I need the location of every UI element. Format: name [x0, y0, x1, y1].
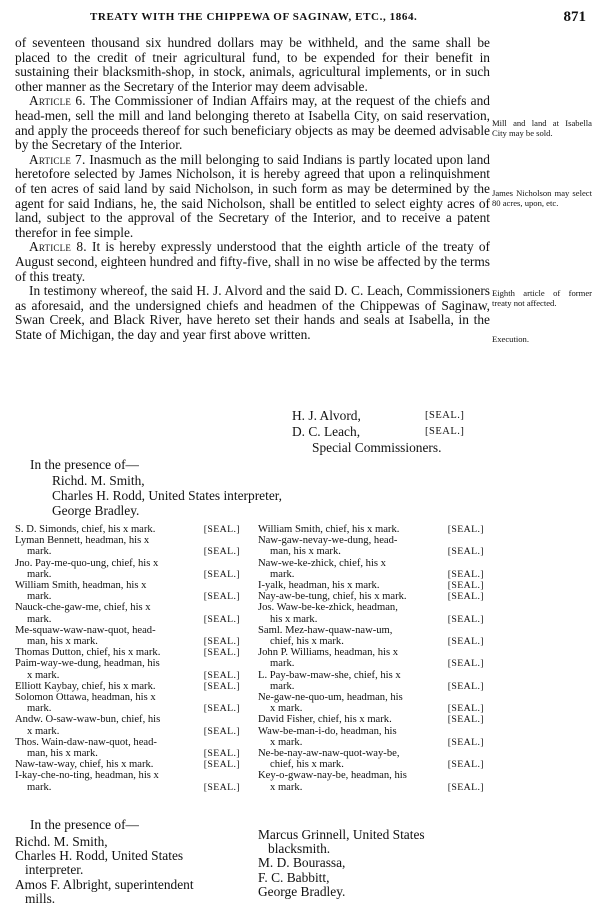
signer-name: Jno. Pay-me-quo-ung, chief, his x	[15, 557, 159, 569]
seal-mark: [SEAL.]	[447, 658, 484, 670]
signer-entry	[258, 602, 484, 624]
signer-name-continued: x mark.	[270, 703, 303, 715]
signer-name: S. D. Simonds, chief, his x mark.	[15, 524, 156, 535]
seal-mark: [SEAL.]	[447, 524, 484, 535]
signer-name-continued: mark.	[270, 658, 295, 670]
witness-name: George Bradley.	[258, 883, 346, 899]
witness-bradley: George Bradley.	[52, 503, 140, 518]
seal-mark: [SEAL.]	[203, 636, 240, 648]
signer-entry	[258, 591, 484, 602]
witness-name: Marcus Grinnell, United States	[258, 827, 425, 842]
signer-name-continued: mark.	[27, 703, 52, 715]
seal-mark: [SEAL.]	[203, 524, 240, 535]
page-number: 871	[563, 9, 586, 25]
signer-name: I-kay-che-no-ting, headman, his x	[15, 770, 159, 782]
witness-entry	[258, 828, 498, 856]
commissioner-leach: D. C. Leach,	[292, 424, 361, 439]
running-title: TREATY WITH THE CHIPPEWA OF SAGINAW, ETC., 1864.	[90, 11, 418, 23]
signer-name: Saml. Mez-haw-quaw-naw-um,	[258, 624, 393, 636]
treaty-text	[15, 36, 490, 342]
signer-entry	[15, 737, 240, 759]
signer-name-continued: chief, his x mark.	[270, 759, 344, 771]
witness-name: Amos F. Albright, superintendent	[15, 876, 194, 892]
signer-name-continued: mark.	[27, 613, 52, 625]
signer-name-continued: mark.	[27, 591, 52, 603]
signer-entry	[258, 748, 484, 770]
signer-name: Ne-be-nay-aw-naw-quot-way-be,	[258, 748, 400, 760]
signer-name: Jos. Waw-be-ke-zhick, headman,	[258, 602, 398, 614]
seal-mark: [SEAL.]	[447, 736, 484, 748]
seal-mark: [SEAL.]	[203, 546, 240, 558]
signer-name: Thomas Dutton, chief, his x mark.	[15, 647, 161, 659]
signers-left-column	[15, 524, 240, 793]
seal-mark: [SEAL.]	[203, 748, 240, 760]
article-7	[15, 153, 490, 241]
witness-entry	[15, 835, 255, 849]
seal-mark: [SEAL.]	[203, 781, 240, 793]
witnesses-left	[15, 835, 255, 906]
signer-entry	[258, 625, 484, 647]
signer-name: John P. Williams, headman, his x	[258, 647, 399, 659]
signer-entry	[15, 535, 240, 557]
seal-mark: [SEAL.]	[447, 781, 484, 793]
signer-entry	[258, 647, 484, 669]
running-header	[0, 9, 600, 29]
signer-entry	[15, 647, 240, 658]
witness-name: Richd. M. Smith,	[15, 834, 108, 849]
signer-entry	[258, 524, 484, 535]
seal-mark: [SEAL.]	[203, 613, 240, 625]
testimony-clause: In testimony whereof, the said H. J. Alvord and the said D. C. Leach, Commissioners as aforesaid, and the undersigned chiefs and headmen of the Chippewas of Saginaw, Swan Creek, and Black River, have hereto set their hands and seals at Isabella, in the State of Michigan, the day and year first above written.	[15, 283, 490, 342]
signer-entry	[258, 726, 484, 748]
signer-name-continued: man, his x mark.	[270, 546, 341, 558]
signer-name: Elliott Kaybay, chief, his x mark.	[15, 680, 156, 692]
commissioner-alvord: H. J. Alvord,	[292, 408, 361, 423]
signer-name-continued: man, his x mark.	[27, 636, 98, 648]
signer-entry	[15, 692, 240, 714]
seal-mark: [SEAL.]	[447, 580, 484, 592]
article-7-text: Inasmuch as the mill belonging to said Indians is partly located upon land heretofore selected by James Nicholson, it is hereby agreed that upon a relinquishment of ten acres of said land by said Nicholson, in such form as may be determined by the agent for said Indians, he, the said Nicholson, shall be entitled to select eighty acres of land, subject to the approval of the Secretary of the Interior, and to receive a patent therefor in fee simple.	[15, 151, 490, 240]
seal-mark: [SEAL.]	[203, 680, 240, 692]
signer-entry	[258, 692, 484, 714]
witness-entry	[258, 871, 498, 885]
signer-entry	[15, 580, 240, 602]
signer-entry	[15, 759, 240, 770]
signer-entry	[15, 658, 240, 680]
signer-name: David Fisher, chief, his x mark.	[258, 714, 392, 726]
signer-name-continued: his x mark.	[270, 613, 318, 625]
signer-name: Naw-we-ke-zhick, chief, his x	[258, 557, 386, 569]
margin-note-mill: Mill and land at Isabella City may be sold.	[492, 118, 592, 138]
signer-name: Key-o-gwaw-nay-be, headman, his	[258, 770, 407, 782]
witness-entry	[258, 885, 498, 899]
article-8-text: It is hereby expressly understood that the eighth article of the treaty of August second, eighteen hundred and fifty-five, shall in no wise be affected by the terms of this treaty.	[15, 239, 490, 284]
paragraph-continuation: of seventeen thousand six hundred dollars may be withheld, and the same shall be placed to the credit of tneir agricultural fund, to be expended for their benefit in sustaining their blacksmith-shop, in stock, animals, agricultural implements, or in such other manner as the Secretary of the Interior may deem advisable.	[15, 35, 490, 94]
seal-mark: [SEAL.]	[203, 568, 240, 580]
signer-entry	[15, 681, 240, 692]
seal-mark: [SEAL.]	[447, 636, 484, 648]
seal-mark: [SEAL.]	[447, 680, 484, 692]
signer-entry	[15, 714, 240, 736]
signer-name-continued: mark.	[270, 568, 295, 580]
signer-name-continued: man, his x mark.	[27, 748, 98, 760]
signer-name-continued: x mark.	[27, 725, 60, 737]
seal-mark: [SEAL.]	[447, 613, 484, 625]
witnesses-right	[258, 828, 498, 899]
witness-role: interpreter.	[25, 862, 84, 878]
presence-heading-2: In the presence of—	[30, 817, 139, 832]
signer-name: Naw-taw-way, chief, his x mark.	[15, 759, 154, 771]
seal-mark: [SEAL.]	[203, 759, 240, 771]
signer-entry	[258, 714, 484, 725]
seal-mark: [SEAL.]	[447, 568, 484, 580]
seal-mark: [SEAL.]	[203, 703, 240, 715]
signer-entry	[258, 558, 484, 580]
signer-name: Paim-way-we-dung, headman, his	[15, 658, 160, 670]
seal-mark: [SEAL.]	[447, 591, 484, 603]
witness-rodd: Charles H. Rodd, United States interpreter,	[52, 488, 283, 503]
article-6-label: Article 6.	[29, 93, 86, 109]
signer-entry	[258, 535, 484, 557]
article-6-text: The Commissioner of Indian Affairs may, at the request of the chiefs and head-men, sell the mill and land belonging thereto at Isabella City, on said reservation, and apply the proceeds thereof for such beneficiary objects as may be deemed advisable by the Secretary of the Interior.	[15, 93, 490, 153]
special-commissioners-label: Special Commissioners.	[312, 440, 442, 455]
signer-entry	[15, 524, 240, 535]
article-8	[15, 240, 490, 284]
signer-name: L. Pay-baw-maw-she, chief, his x	[258, 669, 401, 681]
seal-mark: [SEAL.]	[203, 591, 240, 603]
signer-entry	[258, 770, 484, 792]
witness-entry	[15, 849, 255, 877]
signer-name-continued: x mark.	[27, 669, 60, 681]
signer-entry	[15, 558, 240, 580]
seal-alvord: [SEAL.]	[425, 410, 465, 421]
signer-name-continued: x mark.	[270, 781, 303, 793]
signer-name: Waw-be-man-i-do, headman, his	[258, 725, 397, 737]
seal-mark: [SEAL.]	[447, 759, 484, 771]
article-7-label: Article 7.	[29, 151, 86, 167]
signer-name-continued: x mark.	[270, 736, 303, 748]
signer-name: I-yalk, headman, his x mark.	[258, 580, 380, 592]
seal-mark: [SEAL.]	[447, 714, 484, 726]
signer-name-continued: mark.	[27, 546, 52, 558]
signer-name-continued: mark.	[27, 781, 52, 793]
signer-entry	[258, 670, 484, 692]
seal-mark: [SEAL.]	[203, 647, 240, 659]
signer-name: Lyman Bennett, headman, his x	[15, 535, 150, 547]
signers-right-column	[258, 524, 484, 793]
signer-entry	[15, 602, 240, 624]
seal-mark: [SEAL.]	[447, 703, 484, 715]
margin-note-execution: Execution.	[492, 334, 529, 344]
seal-mark: [SEAL.]	[203, 669, 240, 681]
seal-mark: [SEAL.]	[203, 725, 240, 737]
signer-name: Nay-aw-be-tung, chief, his x mark.	[258, 591, 407, 603]
signer-name-continued: chief, his x mark.	[270, 636, 344, 648]
signer-name: Nauck-che-gaw-me, chief, his x	[15, 602, 151, 614]
signer-name: Me-squaw-waw-naw-quot, head-	[15, 624, 156, 636]
signer-name: William Smith, headman, his x	[15, 580, 147, 592]
signer-name: Naw-gaw-nevay-we-dung, head-	[258, 535, 398, 547]
article-8-label: Article 8.	[29, 239, 87, 255]
signer-name: William Smith, chief, his x mark.	[258, 524, 400, 535]
witness-name: Charles H. Rodd, United States	[15, 848, 184, 864]
signer-name-continued: mark.	[270, 680, 295, 692]
witness-role: blacksmith.	[268, 841, 331, 857]
seal-mark: [SEAL.]	[447, 546, 484, 558]
witness-smith: Richd. M. Smith,	[52, 473, 145, 488]
signer-name: Ne-gaw-ne-quo-um, headman, his	[258, 692, 403, 704]
signer-name-continued: mark.	[27, 568, 52, 580]
signer-name: Thos. Wain-daw-naw-quot, head-	[15, 736, 157, 748]
margin-note-nicholson: James Nicholson may select 80 acres, upon, etc.	[492, 188, 592, 208]
witness-name: F. C. Babbitt,	[258, 869, 330, 885]
signer-entry	[258, 580, 484, 591]
presence-heading-1: In the presence of—	[30, 457, 139, 472]
witness-role: mills.	[25, 890, 56, 906]
signer-entry	[15, 770, 240, 792]
article-6	[15, 94, 490, 152]
signer-entry	[15, 625, 240, 647]
signer-name: Solomon Ottawa, headman, his x	[15, 692, 156, 704]
seal-leach: [SEAL.]	[425, 426, 465, 437]
signer-name: Andw. O-saw-waw-bun, chief, his	[15, 714, 161, 726]
witness-name: M. D. Bourassa,	[258, 855, 346, 871]
margin-note-eighth-article: Eighth article of former treaty not affected.	[492, 288, 592, 308]
witness-entry	[15, 878, 255, 906]
witness-entry	[258, 856, 498, 870]
